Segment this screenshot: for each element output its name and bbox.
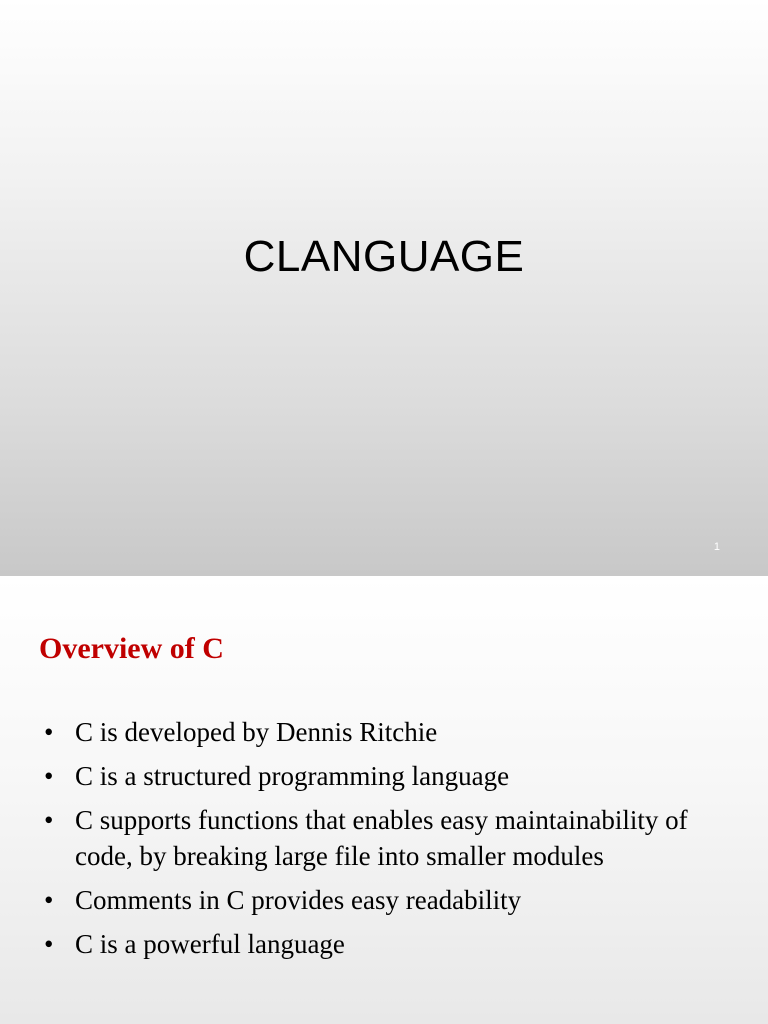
slide-heading: Overview of C [39,632,224,665]
bullet-text: C is a structured programming language [75,761,510,791]
slide-title: CLANGUAGE [243,232,525,281]
slide-number: 1 [713,541,720,553]
bullet-item [44,758,744,794]
bullet-item [44,714,744,750]
bullet-item [44,802,744,874]
bullet-list [44,714,744,970]
bullet-icon: • [44,761,54,791]
bullet-icon: • [44,717,54,747]
bullet-text: Comments in C provides easy readability [75,885,522,915]
bullet-text: C supports functions that enables easy maintainability of code, by breaking large file into smaller modules [75,805,688,871]
bullet-text: C is a powerful language [75,929,345,959]
overview-slide [0,576,768,1024]
bullet-text: C is developed by Dennis Ritchie [75,717,438,747]
bullet-icon: • [44,929,54,959]
bullet-icon: • [44,805,54,835]
bullet-item [44,882,744,918]
bullet-item [44,926,744,962]
bullet-icon: • [44,885,54,915]
